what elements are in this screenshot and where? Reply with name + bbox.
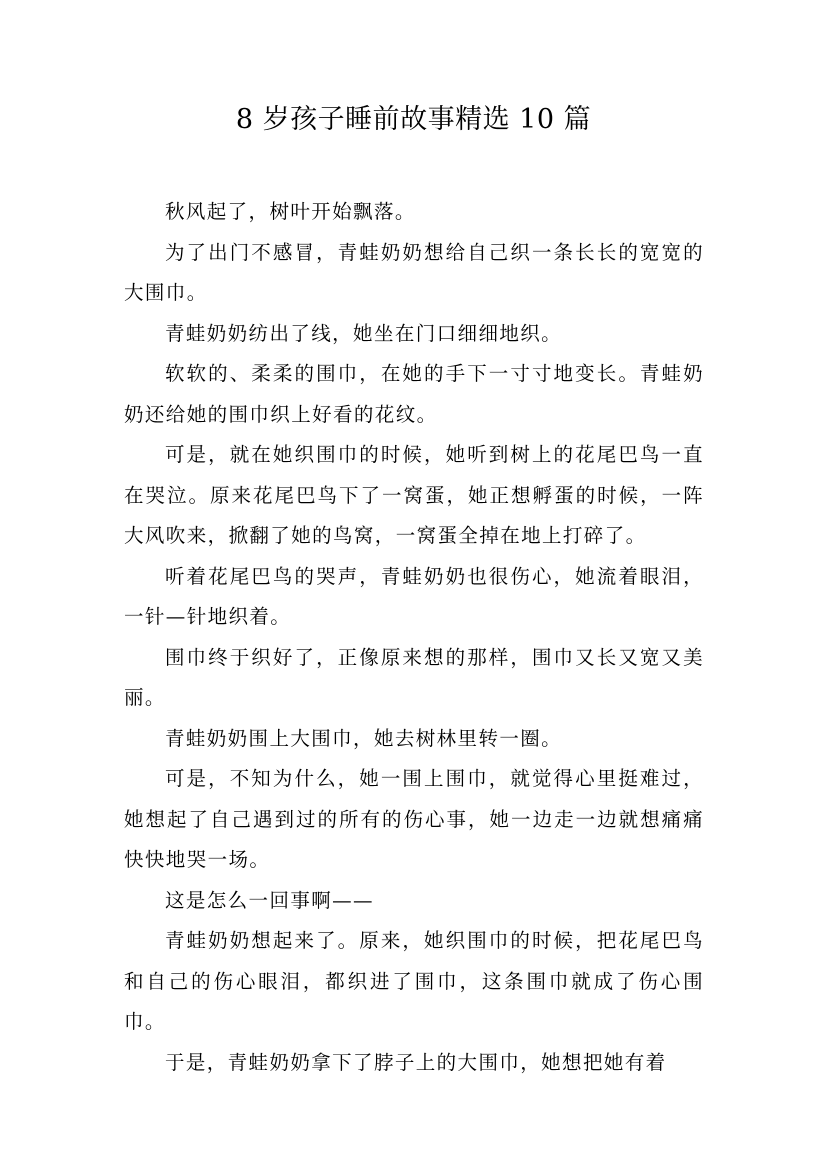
paragraph: 软软的、柔柔的围巾，在她的手下一寸寸地变长。青蛙奶奶还给她的围巾织上好看的花纹。 [124, 362, 704, 426]
paragraph: 青蛙奶奶想起来了。原来，她织围巾的时候，把花尾巴鸟和自己的伤心眼泪，都织进了围巾，这条围巾就成了伤心围巾。 [124, 929, 704, 1033]
paragraph: 可是，就在她织围巾的时候，她听到树上的花尾巴鸟一直在哭泣。原来花尾巴鸟下了一窝蛋，她正想孵蛋的时候，一阵大风吹来，掀翻了她的鸟窝，一窝蛋全掉在地上打碎了。 [124, 443, 704, 547]
paragraph: 可是，不知为什么，她一围上围巾，就觉得心里挺难过，她想起了自己遇到过的所有的伤心事，她一边走一边就想痛痛快快地哭一场。 [124, 767, 704, 871]
paragraph: 青蛙奶奶纺出了线，她坐在门口细细地织。 [164, 321, 563, 345]
document-body [124, 192, 704, 1083]
paragraph: 秋风起了，树叶开始飘落。 [164, 200, 416, 223]
paragraph: 听着花尾巴鸟的哭声，青蛙奶奶也很伤心，她流着眼泪，一针—针地织着。 [124, 564, 704, 628]
paragraph: 这是怎么一回事啊—— [164, 888, 374, 912]
paragraph: 为了出门不感冒，青蛙奶奶想给自己织一条长长的宽宽的大围巾。 [124, 240, 704, 304]
document-title: 8 岁孩子睡前故事精选 10 篇 [235, 104, 592, 135]
paragraph: 青蛙奶奶围上大围巾，她去树林里转一圈。 [164, 726, 563, 750]
paragraph: 于是，青蛙奶奶拿下了脖子上的大围巾，她想把她有着 [164, 1050, 667, 1074]
paragraph: 围巾终于织好了，正像原来想的那样，围巾又长又宽又美丽。 [124, 645, 704, 709]
